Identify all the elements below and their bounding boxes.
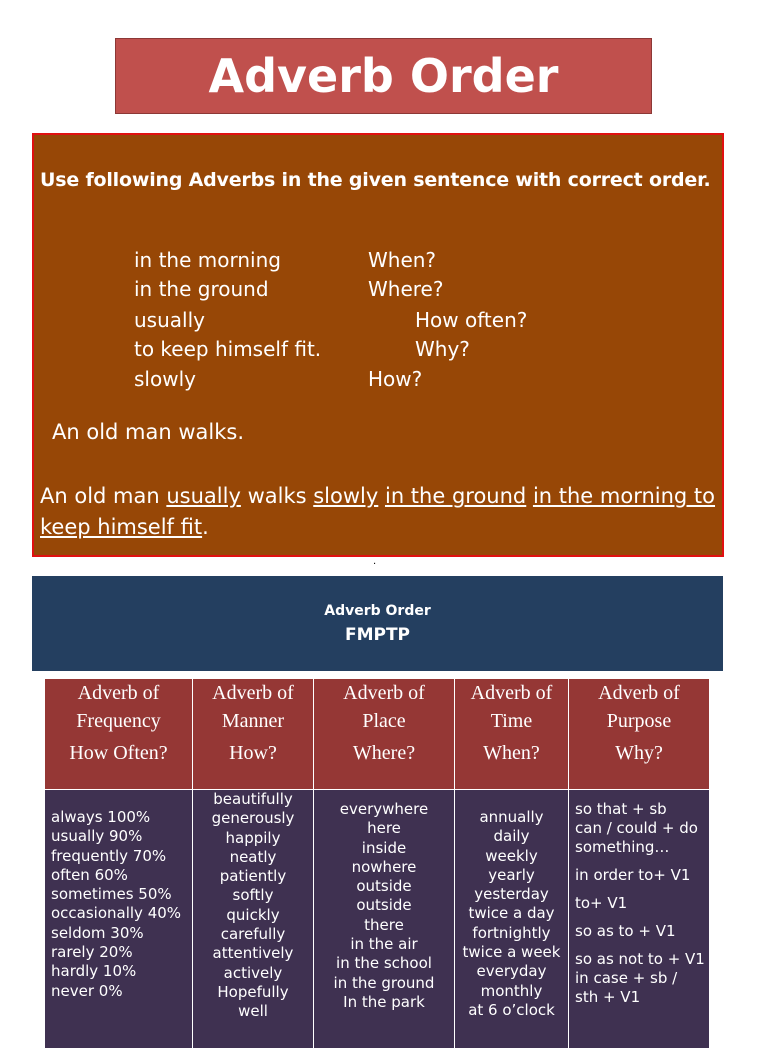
list-item: outside: [356, 877, 412, 896]
separator-dot: .: [373, 556, 377, 567]
list-item: attentively: [212, 944, 294, 963]
list-item: beautifully: [213, 790, 293, 808]
answer-text: .: [202, 515, 209, 539]
answer-text: [378, 484, 385, 508]
list-item: something…: [575, 838, 670, 856]
base-sentence: An old man walks.: [52, 420, 245, 444]
list-item: carefully: [220, 925, 286, 944]
table-header-cell: [314, 679, 455, 790]
list-item: outside: [356, 896, 412, 915]
list-item: so that + sb: [575, 800, 667, 818]
exercise-instruction: Use following Adverbs in the given sentence with correct order.: [40, 169, 711, 191]
header-line: Adverb of: [77, 682, 160, 704]
answer-sentence: [40, 481, 720, 543]
table-header-cell: [455, 679, 569, 790]
list-item: never 0%: [51, 981, 123, 1000]
list-item: everyday: [476, 962, 547, 981]
adverb-question: How often?: [415, 308, 528, 332]
list-item: patiently: [219, 867, 287, 886]
manner-cell: [193, 790, 314, 1049]
banner-label: Adverb Order: [324, 603, 431, 619]
list-item: twice a week: [462, 943, 561, 962]
adverb-word: usually: [134, 308, 205, 332]
adverb-question: Why?: [415, 337, 470, 361]
place-cell: [314, 790, 455, 1049]
adverb-word: to keep himself fit.: [134, 337, 322, 361]
adverb-question: How?: [368, 367, 423, 391]
table-header-row: [45, 679, 710, 790]
list-item: usually 90%: [51, 827, 143, 846]
answer-text: [526, 484, 533, 508]
time-cell: [455, 790, 569, 1049]
list-item: actively: [223, 963, 283, 982]
header-line: Adverb of: [212, 682, 294, 704]
adverb-order-banner: [32, 576, 723, 671]
list-item: in order to+ V1: [575, 866, 691, 884]
list-item: nowhere: [351, 857, 417, 876]
answer-adverb-time-purpose: in the morning to keep himself fit: [40, 484, 716, 539]
list-item: to+ V1: [575, 894, 628, 912]
list-item: softly: [232, 886, 274, 905]
header-line: Manner: [221, 710, 285, 732]
list-item: at 6 o’clock: [468, 1000, 555, 1019]
list-item: often 60%: [51, 865, 128, 884]
answer-adverb-frequency: usually: [166, 484, 241, 508]
list-item: seldom 30%: [51, 923, 144, 942]
answer-text: An old man: [40, 484, 167, 508]
answer-adverb-manner: slowly: [313, 484, 379, 508]
table-body-row: [45, 790, 710, 1049]
header-question: Where?: [352, 742, 416, 764]
list-item: inside: [361, 838, 407, 857]
header-line: Place: [362, 710, 406, 732]
banner-acronym: FMPTP: [344, 625, 411, 645]
list-item: fortnightly: [472, 923, 551, 942]
list-item: hardly 10%: [51, 962, 137, 981]
list-item: annually: [479, 808, 544, 826]
list-item: In the park: [343, 992, 425, 1011]
list-item: well: [238, 1002, 268, 1021]
list-item: sometimes 50%: [51, 885, 172, 904]
list-item: monthly: [480, 981, 543, 1000]
header-line: Adverb of: [598, 682, 680, 704]
frequency-cell: [45, 790, 193, 1049]
list-item: so as not to + V1: [575, 950, 705, 968]
header-question: How Often?: [69, 742, 168, 764]
adverb-question: When?: [368, 248, 437, 272]
header-line: Frequency: [76, 710, 161, 732]
list-item: happily: [225, 828, 281, 847]
list-item: daily: [493, 827, 530, 846]
list-item: so as to + V1: [575, 922, 676, 940]
page-title: Adverb Order: [115, 38, 652, 114]
header-question: When?: [483, 742, 540, 764]
list-item: everywhere: [339, 800, 429, 818]
list-item: always 100%: [51, 808, 151, 826]
table-header-cell: [193, 679, 314, 790]
header-question: How?: [229, 742, 277, 764]
answer-text: walks: [240, 484, 314, 508]
list-item: frequently 70%: [51, 846, 167, 865]
list-item: in the school: [336, 954, 432, 973]
list-item: twice a day: [468, 904, 555, 923]
list-item: generously: [211, 809, 295, 828]
list-item: in case + sb /: [575, 969, 678, 987]
header-question: Why?: [615, 742, 663, 764]
list-item: weekly: [485, 846, 538, 865]
list-item: Hopefully: [217, 982, 289, 1001]
list-item: can / could + do: [575, 819, 698, 837]
list-item: rarely 20%: [51, 943, 133, 962]
header-line: Time: [490, 710, 533, 732]
table-header-cell: [569, 679, 710, 790]
adverb-word: in the ground: [134, 277, 269, 301]
table-header-cell: [45, 679, 193, 790]
list-item: occasionally 40%: [51, 904, 182, 923]
adverb-word: slowly: [134, 367, 196, 391]
header-line: Purpose: [606, 710, 672, 732]
list-item: sth + V1: [575, 988, 641, 1006]
list-item: quickly: [226, 905, 280, 924]
purpose-cell: [569, 790, 710, 1049]
adverb-table: [44, 678, 710, 1049]
list-item: yesterday: [474, 885, 549, 904]
adverb-word: in the morning: [134, 248, 281, 272]
adverb-question: Where?: [368, 277, 444, 301]
list-item: yearly: [488, 865, 535, 884]
list-item: in the air: [350, 935, 418, 954]
list-item: in the ground: [333, 973, 435, 992]
answer-adverb-place: in the ground: [384, 484, 527, 508]
header-line: Adverb of: [343, 682, 425, 704]
exercise-panel: [32, 133, 724, 557]
list-item: neatly: [229, 847, 277, 866]
header-line: Adverb of: [470, 682, 553, 704]
list-item: there: [364, 915, 404, 934]
list-item: here: [367, 819, 401, 838]
